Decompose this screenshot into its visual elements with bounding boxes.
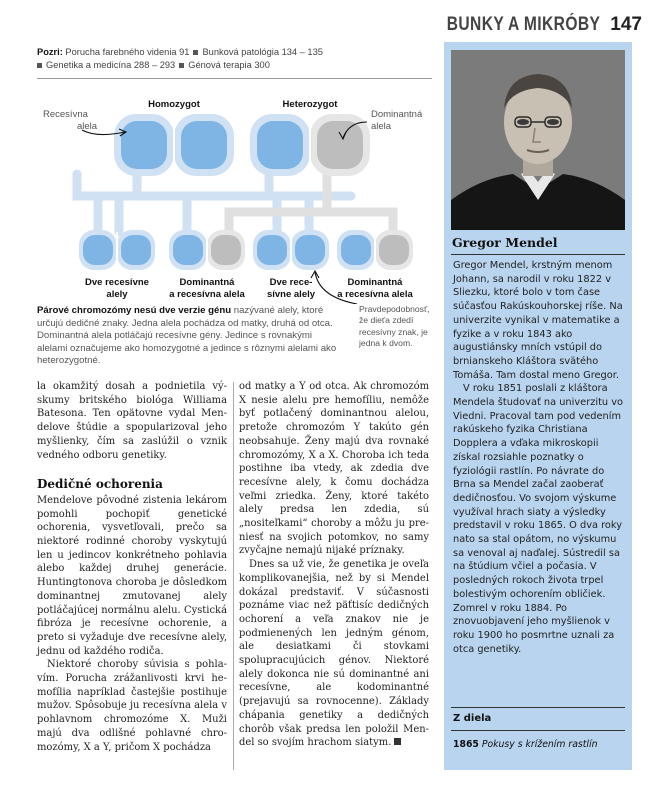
dominant-allele-label: Dominantná bbox=[371, 109, 423, 120]
offspring-chromosomes bbox=[79, 230, 413, 270]
offspring-label: Dve rece- bbox=[269, 277, 313, 288]
body-paragraph bbox=[239, 558, 429, 750]
recessive-allele-label: alela bbox=[77, 121, 98, 132]
divider bbox=[451, 707, 625, 708]
bullet-square-icon bbox=[37, 63, 42, 68]
body-column-1 bbox=[37, 380, 227, 754]
offspring-label: Dve recesívne bbox=[85, 277, 149, 288]
body-paragraph-text: Dnes sa už vie, že genetika je oveľa komplikovanejšia, než by si Mendel dokázal predstaviť. V súčasnosti poznáme viac než päťtisíc dedičných ochorení a veľa znakov nie je podmienených len jedným génom, ale desiatkami či stovkami spolupracujúcich génov. Niektoré alely dokonca nie sú dominantné ani recesívne, ale kodominantné (prejavujú sa rovnocenne). Základy chápania genetiky a dedičných chorôb však predsa len položil Mendel so svojím hrachom siatym. bbox=[239, 559, 429, 749]
section-title: BUNKY A MIKRÓBY bbox=[446, 14, 601, 35]
page-number: 147 bbox=[610, 14, 642, 35]
offspring-label: Dominantná bbox=[347, 277, 403, 288]
biography-name: Gregor Mendel bbox=[452, 235, 558, 250]
biography-text bbox=[453, 259, 625, 656]
section-heading: Dedičné ochorenia bbox=[37, 477, 163, 492]
offspring-label: a recesívna alela bbox=[337, 289, 413, 300]
bullet-square-icon bbox=[179, 63, 184, 68]
works-heading: Z diela bbox=[453, 713, 492, 724]
caption-lead: Párové chromozómy nesú dve verzie génu bbox=[37, 305, 232, 316]
probability-note: Pravdepodobnosť, že dieťa zdedí recesívny znak, je jedna k dvom. bbox=[359, 304, 430, 348]
offspring-label: alely bbox=[106, 289, 128, 300]
homozygote-label: Homozygot bbox=[148, 99, 200, 110]
page-header bbox=[413, 14, 642, 36]
diagram-connectors bbox=[77, 174, 393, 232]
body-paragraph: od matky a Y od otca. Ak chromozóm X nesie alelu pre hemofíliu, nemôže byť potlačený dominantnou alelou, pretože chromozóm Y takúto gén neobsahuje. Ženy majú dva rovnaké chromozómy, X a X. Choroba ich teda postihne iba vtedy, ak zdedia dve recesívne alely, k čomu dochádza veľmi zriedka. Ženy, ktoré takéto alely predsa len zdedia, sú „nositeľkami“ choroby a môžu ju preniesť na svojich potomkov, no samy zvyčajne nemajú nijaké príznaky. bbox=[239, 381, 429, 557]
bullet-square-icon bbox=[193, 50, 198, 55]
body-paragraph: la okamžitý dosah a podnietila výskumy britského biológa Williama Batesona. Ten opätovne vydal Mendelove štúdie a spopularizoval jeho myšlienky, čím sa zaslúžil o vznik vedného odboru genetiky. bbox=[37, 381, 227, 461]
biography-paragraph: Gregor Mendel, krstným menom Johann, sa narodil v roku 1822 v Sliezku, ktoré bolo v tom čase súčasťou Rakúskouhorskej ríše. Na univerzite vynikal v matematike a fyzike a v roku 1843 ako augustiánsky mních vstúpil do brnianskeho Kláštora svätého Tomáša. Tam dostal meno Gregor. bbox=[453, 260, 623, 381]
homozygote-chromosome bbox=[114, 114, 234, 176]
end-mark-icon bbox=[394, 738, 401, 745]
see-also-box bbox=[37, 46, 432, 79]
caption-text: nazývané alely, ktoré určujú dedičné znaky. Jedna alela pochádza od matky, druhá od otca. Dominantná alela potláčajú recesívne gény. Jedince s rovnakými alelami označujeme ako homozygotné a jedince s rôznymi alelami ako heterozygotné. bbox=[37, 305, 337, 367]
offspring-label: Dominantná bbox=[179, 277, 235, 288]
offspring-label: sívne alely bbox=[266, 289, 316, 300]
see-also-link[interactable]: Génová terapia 300 bbox=[188, 60, 270, 70]
body-column-2 bbox=[239, 380, 429, 750]
offspring-label: a recesívna alela bbox=[169, 289, 245, 300]
see-also-link[interactable]: Genetika a medicína 288 – 293 bbox=[46, 60, 176, 70]
body-paragraph: Niektoré choroby súvisia s pohlavím. Porucha zrážanlivosti krvi hemofília napríklad častejšie postihuje mužov. Spôsobuje ju recesívna alela v pohlavnom chromozóme X. Muži majú dva odlišné pohlavné chromozómy, X a Y, pričom X pochádza bbox=[37, 659, 227, 753]
heterozygote-label: Heterozygot bbox=[282, 99, 338, 110]
heterozygote-chromosome bbox=[250, 114, 370, 176]
divider bbox=[451, 730, 625, 731]
biography-paragraph: V roku 1851 poslali z kláštora Mendela študovať na univerzitu vo Viedni. Pracoval tam pod vedením rakúskeho fyzika Christiana Dopplera a vďaka mikroskopii získal rozsiahle poznatky o fyziológii rastlín. Po návrate do Brna sa Mendel začal zaoberať dedičnosťou. Vo svojom výskume využíval hrach siaty a výsledky predstavil v roku 1865. O dva roky nato sa stal opátom, no výskumu sa venoval aj naďalej. Sústredil sa na štúdium včiel a počasia. V posledných rokoch života trpel bolestivým ochorením obličiek. Zomrel v roku 1884. Po znovuobjavení jeho myšlienok v roku 1900 ho posmrtne uznali za otca genetiky. bbox=[453, 383, 624, 655]
divider bbox=[451, 254, 625, 255]
recessive-allele-label: Recesívna bbox=[43, 109, 88, 120]
dominant-allele-label: alela bbox=[371, 121, 392, 132]
diagram-caption bbox=[37, 305, 337, 368]
biography-sidebar bbox=[444, 42, 632, 770]
work-title: Pokusy s krížením rastlín bbox=[481, 739, 598, 750]
see-also-link[interactable]: Bunková patológia 134 – 135 bbox=[202, 47, 323, 57]
work-year: 1865 bbox=[453, 739, 479, 750]
work-entry bbox=[453, 739, 627, 750]
column-divider bbox=[233, 382, 234, 770]
see-also-label: Pozri: bbox=[37, 47, 63, 57]
chromosome-inheritance-diagram bbox=[37, 92, 437, 304]
mendel-portrait-image bbox=[451, 50, 625, 230]
see-also-link[interactable]: Porucha farebného videnia 91 bbox=[65, 47, 190, 57]
body-paragraph: Mendelove pôvodné zistenia lekárom pomohli pochopiť genetické ochorenia, vysvetľovali, prečo sa niektoré rodinné choroby vyskytujú len u jedincov konkrétneho pohlavia alebo každej druhej generácie. Huntingtonova choroba je dôsledkom dominantnej zmutovanej alely potláčajúcej normálnu alelu. Cystická fibróza je recesívne ochorenie, a preto si vyžaduje dve recesívne alely, jednu od každého rodiča. bbox=[37, 494, 227, 657]
